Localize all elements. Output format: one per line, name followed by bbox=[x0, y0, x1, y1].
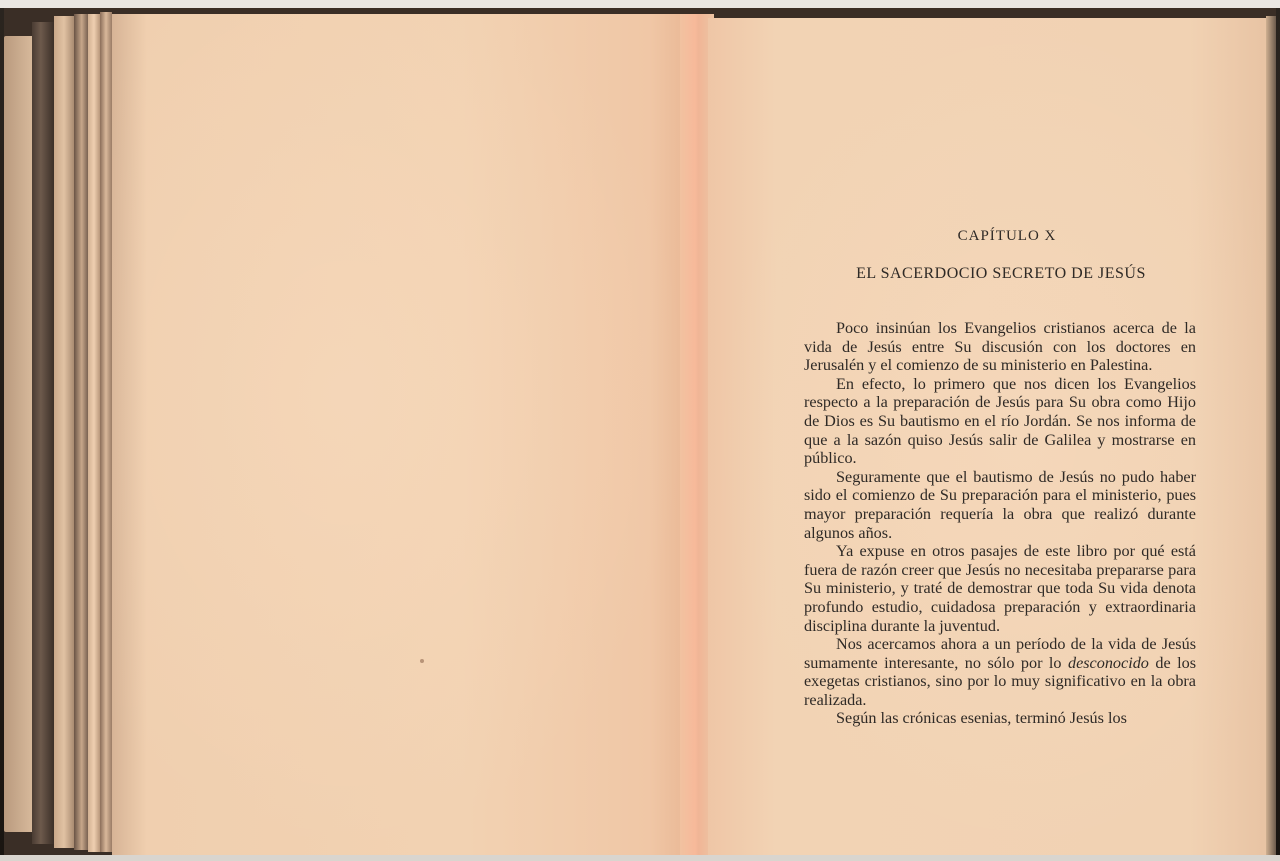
page-edge bbox=[32, 22, 54, 844]
page-edge-shadow bbox=[1266, 16, 1276, 861]
scan-top-border bbox=[0, 0, 1280, 8]
paragraph bbox=[804, 375, 1196, 468]
paragraph-text: de los exegetas cristianos, sino por lo muy significativo en la obra realizada. bbox=[804, 653, 1196, 709]
chapter-title: EL SACERDOCIO SECRETO DE JESÚS bbox=[856, 265, 1146, 282]
paragraph bbox=[804, 542, 1196, 635]
page-edge bbox=[100, 12, 112, 852]
paragraph-text: Nos acercamos ahora a un período de la vida de Jesús sumamente interesante, no sólo por lo bbox=[804, 635, 1196, 672]
paragraph-text: Según las crónicas esenias, terminó Jesús los bbox=[836, 709, 1127, 728]
scan-bottom-border bbox=[0, 855, 1280, 861]
paragraph bbox=[804, 635, 1196, 709]
chapter-label: CAPÍTULO X bbox=[957, 228, 1057, 244]
italic-word: desconocido bbox=[1067, 653, 1149, 672]
paper-spot bbox=[420, 659, 424, 663]
paragraph-text: Ya expuse en otros pasajes de este libro por qué está fuera de razón creer que Jesús no necesitaba prepararse para Su ministerio, y traté de demostrar que toda Su vida denota profundo estudio, cuidadosa preparación y extraordinaria disciplina durante la juventud. bbox=[804, 542, 1196, 635]
left-page-blank bbox=[112, 14, 696, 856]
right-page bbox=[708, 18, 1274, 856]
paragraph bbox=[804, 709, 1196, 728]
page-edge bbox=[54, 16, 74, 848]
page-edge bbox=[74, 14, 88, 850]
page-edge bbox=[88, 14, 100, 852]
paragraph bbox=[804, 468, 1196, 542]
open-book bbox=[4, 8, 1276, 856]
paragraph bbox=[804, 319, 1196, 375]
paragraph-text: En efecto, lo primero que nos dicen los Evangelios respecto a la preparación de Jesús para Su obra como Hijo de Dios es Su bautismo en el río Jordán. Se nos informa de que a la sazón quiso Jesús salir de Galilea y mostrarse en público. bbox=[804, 374, 1196, 468]
page-content bbox=[766, 228, 1196, 728]
paragraph-text: Poco insinúan los Evangelios cristianos acerca de la vida de Jesús entre Su discusión con los doctores en Jerusalén y el comienzo de su ministerio en Palestina. bbox=[804, 319, 1196, 375]
chapter-body bbox=[804, 319, 1196, 728]
paragraph-text: Seguramente que el bautismo de Jesús no pudo haber sido el comienzo de Su preparación para el ministerio, pues mayor preparación requería la obra que realizó durante algunos años. bbox=[804, 467, 1196, 542]
